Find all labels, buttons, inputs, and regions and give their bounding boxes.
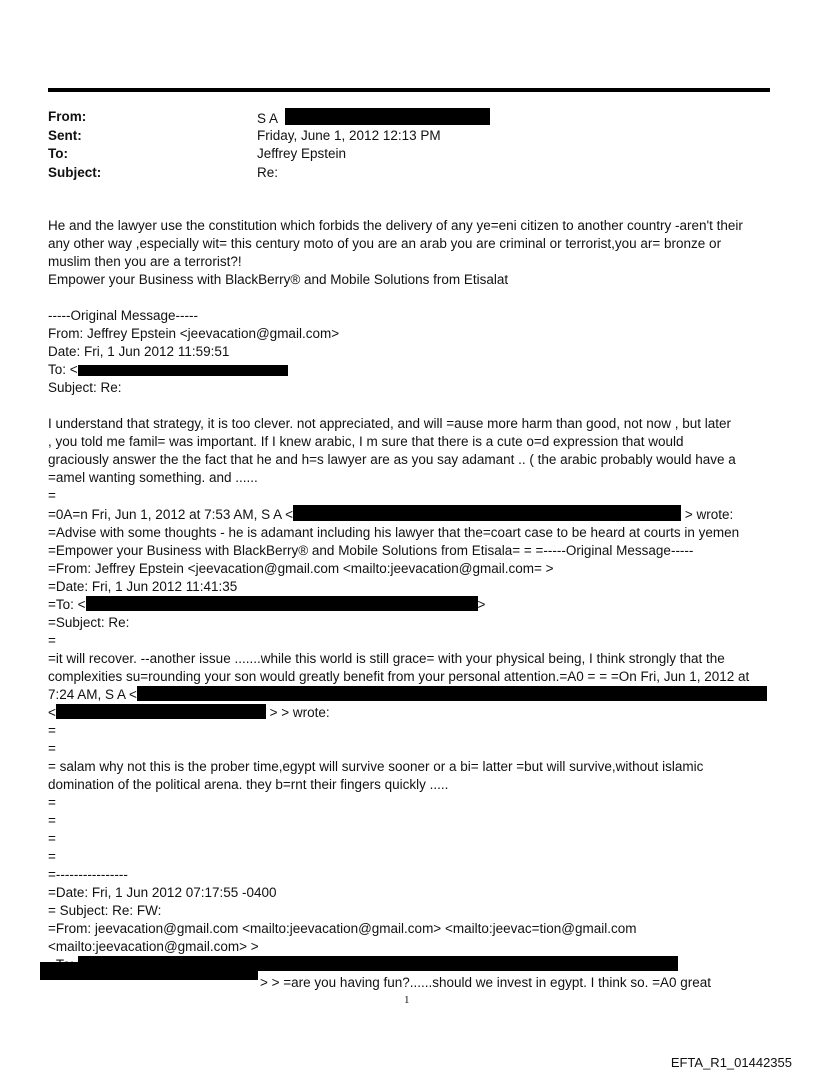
redaction-block bbox=[56, 704, 266, 719]
body-line: I understand that strategy, it is too clever. not appreciated, and will =ause more harm than good, not now , but later bbox=[48, 416, 732, 431]
page-number: 1 bbox=[404, 994, 410, 1006]
redaction-block bbox=[40, 962, 258, 980]
blank-line bbox=[48, 397, 778, 415]
header-to-value: Jeffrey Epstein bbox=[257, 146, 347, 161]
body-line: = bbox=[48, 849, 56, 864]
body-line: From: Jeffrey Epstein <jeevacation@gmail.com> bbox=[48, 326, 340, 341]
body-line bbox=[48, 505, 778, 524]
body-line: =Empower your Business with BlackBerry® and Mobile Solutions from Etisala= = =-----Original Message----- bbox=[48, 543, 694, 558]
body-line: = bbox=[48, 741, 56, 756]
header-from-value bbox=[257, 108, 490, 129]
body-line: <mailto:jeevacation@gmail.com> > bbox=[48, 939, 259, 954]
body-line: graciously answer the the fact that he and h=s lawyer are as you say adamant .. ( the arabic probably would have a bbox=[48, 452, 736, 467]
body-line: domination of the political arena. they b=rnt their fingers quickly ..... bbox=[48, 777, 449, 792]
redaction-block bbox=[78, 365, 288, 376]
body-line: -----Original Message----- bbox=[48, 308, 199, 323]
body-line: =Subject: Re: bbox=[48, 615, 130, 630]
email-body bbox=[48, 217, 778, 992]
body-line: Empower your Business with BlackBerry® and Mobile Solutions from Etisalat bbox=[48, 272, 509, 287]
quote-prefix: 7:24 AM, S A < bbox=[48, 687, 137, 702]
body-line: =Date: Fri, 1 Jun 2012 07:17:55 -0400 bbox=[48, 885, 277, 900]
body-line: = Subject: Re: FW: bbox=[48, 903, 162, 918]
body-line: = bbox=[48, 831, 56, 846]
header-to-label: To: bbox=[48, 146, 68, 161]
wrote-suffix: > wrote: bbox=[684, 507, 734, 522]
body-line: , you told me famil= was important. If I knew arabic, I m sure that there is a cute o=d expression that would bbox=[48, 434, 684, 449]
blank-line bbox=[48, 289, 778, 307]
body-line: =amel wanting something. and ...... bbox=[48, 470, 258, 485]
body-line: =From: Jeffrey Epstein <jeevacation@gmail.com <mailto:jeevacation@gmail.com= > bbox=[48, 561, 554, 576]
body-line: = bbox=[48, 795, 56, 810]
quote-prefix: =0A=n Fri, Jun 1, 2012 at 7:53 AM, S A < bbox=[48, 507, 294, 522]
to-prefix: To: < bbox=[48, 362, 78, 377]
body-line: =Advise with some thoughts - he is adamant including his lawyer that the=coart case to be heard at courts in yemen bbox=[48, 525, 740, 540]
body-line: =it will recover. --another issue .......while this world is still grace= with your physical being, I think strongly that the bbox=[48, 651, 725, 666]
body-line: complexities su=rounding your son would greatly benefit from your personal attention.=A0 = = =On Fri, Jun 1, 2012 at bbox=[48, 669, 750, 684]
redaction-block bbox=[86, 596, 478, 611]
redaction-block bbox=[285, 108, 490, 125]
body-line: He and the lawyer use the constitution which forbids the delivery of any ye=eni citizen to another country -aren't their bbox=[48, 218, 743, 233]
body-line bbox=[48, 596, 778, 614]
wrote-suffix: > > wrote: bbox=[269, 705, 330, 720]
sender-name: S A bbox=[257, 111, 278, 126]
body-line: = salam why not this is the prober time,egypt will survive sooner or a bi= latter =but will survive,without islamic bbox=[48, 759, 704, 774]
body-line: = bbox=[48, 813, 56, 828]
header-from-label: From: bbox=[48, 109, 87, 124]
to-prefix: =To: < bbox=[48, 597, 86, 612]
header-sent-label: Sent: bbox=[48, 127, 82, 143]
body-line: Subject: Re: bbox=[48, 380, 122, 395]
redaction-block bbox=[293, 505, 681, 521]
quote-prefix: < bbox=[48, 705, 56, 720]
to-suffix: > bbox=[477, 597, 486, 612]
body-line: =Date: Fri, 1 Jun 2012 11:41:35 bbox=[48, 579, 238, 594]
body-line: = bbox=[48, 633, 56, 648]
body-line: muslim then you are a terrorist?! bbox=[48, 254, 242, 269]
document-id: EFTA_R1_01442355 bbox=[670, 1055, 792, 1070]
redaction-block bbox=[137, 686, 767, 701]
body-line: =---------------- bbox=[48, 867, 128, 882]
body-line: = bbox=[48, 488, 56, 503]
body-line: = bbox=[48, 723, 56, 738]
top-rule bbox=[48, 88, 770, 92]
body-line bbox=[48, 686, 778, 704]
body-line bbox=[48, 704, 778, 722]
header-subject-label: Subject: bbox=[48, 164, 102, 180]
header-sent-value: Friday, June 1, 2012 12:13 PM bbox=[257, 127, 441, 143]
body-line bbox=[48, 361, 778, 379]
body-line: Date: Fri, 1 Jun 2012 11:59:51 bbox=[48, 344, 230, 359]
header-subject-value: Re: bbox=[257, 164, 279, 180]
last-line-text: > > =are you having fun?......should we invest in egypt. I think so. =A0 great bbox=[260, 975, 712, 990]
body-line: any other way ,especially wit= this century moto of you are an arab you are criminal or terrorist,you ar= bronze or bbox=[48, 236, 722, 251]
body-line: =From: jeevacation@gmail.com <mailto:jeevacation@gmail.com> <mailto:jeevac=tion@gmail.com bbox=[48, 921, 637, 936]
